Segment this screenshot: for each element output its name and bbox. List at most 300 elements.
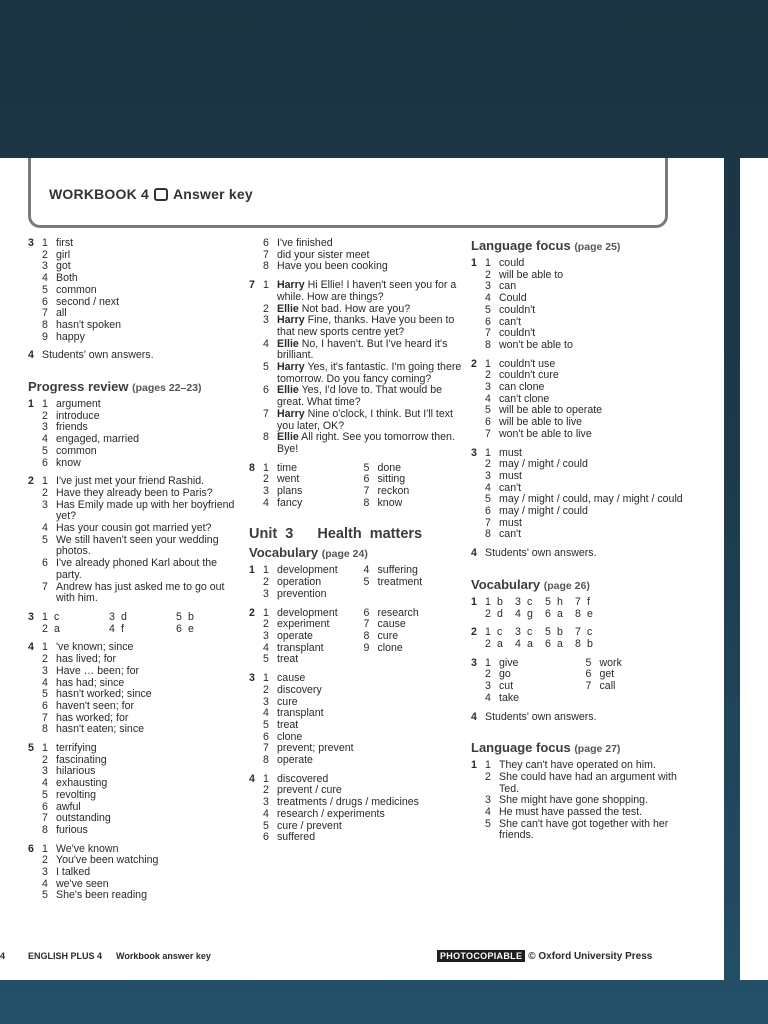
item-number: 1 (263, 564, 269, 577)
item-text: f (587, 595, 590, 608)
answer-grid (485, 658, 686, 705)
item-text (600, 693, 687, 705)
lf-exercise-2 (471, 359, 686, 441)
section-title-vocabulary-24 (249, 545, 464, 562)
item-number: 1 (485, 626, 491, 639)
item-text: must (499, 469, 522, 482)
speaker-name: Ellie (277, 431, 299, 444)
item-text: girl (56, 248, 71, 261)
item-text: We've known (56, 842, 119, 855)
exercise-number (249, 238, 263, 273)
item-text: c (54, 610, 60, 623)
dialogue-line (263, 432, 464, 455)
item-number: 3 (263, 314, 269, 327)
item-text: a (557, 637, 563, 650)
item-text: happy (56, 330, 85, 343)
item-number: 5 (42, 533, 48, 546)
item-number: 7 (485, 327, 491, 340)
item-text: hilarious (56, 765, 96, 778)
dialogue-body (277, 280, 464, 303)
item-text: will be able to operate (499, 404, 603, 417)
item-text: has lived; for (56, 653, 117, 666)
item-text: Both (56, 272, 78, 285)
item-text: Have … been; for (56, 664, 140, 677)
item-text: c (527, 595, 533, 608)
item-text: may / might / could (499, 505, 588, 518)
item-text: a (54, 622, 60, 635)
item-number: 2 (263, 302, 269, 315)
item-number: 8 (575, 637, 581, 650)
answer-item (42, 825, 243, 837)
item-number: 7 (485, 516, 491, 529)
item-number: 7 (575, 595, 581, 608)
item-number: 3 (263, 485, 269, 498)
item-text: cause (277, 672, 306, 685)
speaker-name: Ellie (277, 302, 299, 315)
item-number: 6 (485, 416, 491, 429)
item-number: 6 (263, 384, 269, 397)
item-number: 8 (363, 496, 370, 509)
column-3 (471, 238, 686, 849)
unit-label: Unit 3 (249, 526, 294, 543)
section-title-language-focus-27 (471, 740, 686, 757)
item-text: Have you been cooking (277, 260, 388, 273)
item-number: 3 (515, 626, 521, 639)
item-text: You've been watching (56, 854, 159, 867)
dialogue-line (263, 409, 464, 432)
item-number: 5 (263, 819, 269, 832)
item-text: transplant (277, 641, 324, 654)
item-text: exhausting (56, 777, 108, 790)
dialogue-text: All right. See you tomorrow then. Bye! (277, 431, 455, 455)
answer-grid (485, 627, 686, 650)
dialogue-body (277, 409, 464, 432)
item-number: 1 (42, 237, 48, 249)
answer-row (42, 612, 243, 624)
document-title: Workbook answer key (116, 951, 211, 961)
speaker-name: Harry (277, 361, 305, 374)
answer-list (42, 476, 243, 605)
answer-item (42, 724, 243, 736)
item-text: won't be able to live (499, 427, 592, 440)
item-text: hasn't eaten; since (56, 723, 145, 736)
item-text: can't (499, 528, 522, 541)
item-number: 3 (42, 498, 48, 511)
item-text: second / next (56, 295, 120, 308)
item-text: b (188, 610, 194, 623)
item-number: 1 (42, 641, 48, 654)
item-number: 7 (575, 626, 581, 639)
item-text: discovered (277, 772, 329, 785)
exercise-text: Students' own answers. (485, 710, 597, 723)
column-1 (28, 238, 243, 909)
item-text: clone (377, 641, 403, 654)
item-text: Have they already been to Paris? (56, 486, 213, 499)
item-number: 1 (263, 606, 269, 619)
item-number: 2 (263, 683, 269, 696)
item-text: experiment (277, 618, 330, 631)
answer-item (485, 807, 686, 819)
item-number: 6 (42, 456, 48, 469)
answer-item (42, 500, 243, 523)
item-number: 4 (485, 292, 491, 305)
item-text: common (56, 444, 97, 457)
item-number: 3 (263, 629, 269, 642)
item-text: went (277, 473, 300, 486)
item-text: get (599, 668, 615, 681)
item-number: 7 (263, 742, 269, 755)
item-text: cure (377, 629, 399, 642)
item-number: 4 (42, 433, 48, 446)
item-number: 4 (485, 481, 491, 494)
exercise-5 (28, 743, 243, 837)
item-text: couldn't (499, 303, 536, 316)
unit-title (249, 526, 464, 543)
item-text: all (56, 307, 67, 320)
exercise-8 (249, 463, 464, 510)
item-number: 8 (42, 723, 48, 736)
answer-row (485, 693, 686, 705)
item-number: 5 (485, 817, 491, 830)
item-number: 5 (176, 610, 182, 623)
item-text: must (499, 446, 522, 459)
answer-item (42, 890, 243, 902)
exercise-number: 4 (471, 547, 477, 560)
vocab26-exercise-2 (471, 627, 686, 650)
item-text: will be able to (499, 268, 564, 281)
item-text: common (56, 283, 97, 296)
title-suffix: Answer key (173, 186, 253, 202)
item-text: clone (277, 730, 303, 743)
exercise-number: 1 (249, 564, 255, 577)
item-text: development (277, 606, 338, 619)
speaker-name: Harry (277, 314, 305, 327)
exercise-number: 1 (28, 398, 34, 411)
item-text: prevention (277, 587, 327, 600)
answer-list (263, 774, 464, 844)
item-number: 4 (42, 777, 48, 790)
item-text: operate (277, 629, 313, 642)
item-text: fancy (277, 496, 303, 509)
section-title-text: Language focus (471, 238, 571, 253)
item-number: 2 (485, 458, 491, 471)
item-text: done (377, 461, 402, 474)
item-text: prevent; prevent (277, 742, 354, 755)
item-number: 4 (263, 641, 269, 654)
answer-item (263, 720, 464, 732)
item-number: 3 (485, 381, 491, 394)
answer-row (485, 639, 686, 651)
answer-item (42, 701, 243, 713)
item-text: d (121, 610, 127, 623)
exercise-1 (28, 399, 243, 469)
exercise-number: 3 (28, 237, 34, 249)
item-number: 8 (263, 431, 269, 444)
answer-list (485, 359, 686, 441)
answer-item (263, 832, 464, 844)
item-text: hasn't worked; since (56, 688, 152, 701)
item-text: work (599, 656, 622, 669)
item-number: 8 (263, 260, 269, 273)
section-pages: (page 27) (574, 743, 621, 756)
answer-item (42, 666, 243, 678)
item-text: fascinating (56, 753, 107, 766)
exercise-number: 8 (249, 461, 255, 474)
item-text: must (499, 516, 522, 529)
exercise-7-dialogue (249, 280, 464, 456)
item-number: 4 (42, 522, 48, 535)
item-number: 1 (42, 398, 48, 411)
item-number: 2 (42, 753, 48, 766)
item-number: 4 (485, 392, 491, 405)
item-number: 3 (263, 695, 269, 708)
dialogue-text: Yes, I'd love to. That would be great. What time? (277, 384, 442, 409)
section-title-text: Vocabulary (249, 545, 319, 561)
item-number: 6 (42, 699, 48, 712)
item-number: 9 (363, 641, 370, 654)
item-text: treatments / drugs / medicines (277, 796, 419, 809)
item-text: b (587, 637, 593, 650)
item-text: can't clone (499, 392, 550, 405)
exercise-number: 3 (249, 672, 255, 685)
item-text: terrifying (56, 742, 97, 755)
item-number: 5 (263, 653, 269, 666)
item-text: plans (277, 485, 303, 498)
item-number: 7 (263, 407, 269, 420)
answer-list (42, 238, 243, 343)
vocab26-exercise-3 (471, 658, 686, 705)
speaker-name: Ellie (277, 384, 299, 397)
section-title-progress-review (28, 379, 243, 396)
exercise-number: 1 (471, 595, 477, 608)
item-text: may / might / could, may / might / could (499, 493, 683, 506)
book-title: ENGLISH PLUS 4 (28, 951, 103, 961)
item-text: know (377, 496, 403, 509)
item-text: treatment (377, 576, 423, 589)
dialogue-text: No, I haven't. But I've heard it's brilliant. (277, 337, 448, 362)
answer-grid (42, 612, 243, 635)
item-number: 5 (42, 889, 48, 902)
answer-item (42, 535, 243, 558)
item-number: 6 (585, 668, 592, 681)
dialogue-body (277, 385, 464, 408)
dialogue-text: Hi Ellie! I haven't seen you for a while. How are things? (277, 279, 457, 303)
lf-exercise-3 (471, 448, 686, 542)
answer-list (42, 844, 243, 903)
exercise-number: 3 (28, 610, 34, 623)
item-text: won't be able to (499, 338, 573, 351)
item-text: know (56, 456, 81, 469)
answer-item (42, 446, 243, 458)
item-number: 1 (42, 742, 48, 755)
item-number: 7 (42, 307, 48, 320)
answer-item (485, 529, 686, 541)
item-text: can't (499, 315, 522, 328)
item-text: cause (377, 618, 406, 631)
item-text: call (599, 680, 616, 693)
item-text: b (557, 626, 563, 639)
item-number: 6 (42, 800, 48, 813)
item-number: 6 (363, 606, 370, 619)
exercise-number: 3 (471, 446, 477, 459)
item-text: introduce (56, 409, 100, 422)
item-number: 3 (109, 610, 115, 623)
item-number: 3 (485, 280, 491, 293)
dialogue-body (277, 315, 464, 338)
vocab-exercise-4 (249, 774, 464, 844)
item-text: c (527, 626, 533, 639)
page-footer (0, 951, 700, 961)
item-text: She can't have got together with her friends. (499, 817, 669, 842)
item-text: go (499, 668, 511, 681)
item-text: sitting (377, 473, 406, 486)
item-text (378, 589, 465, 601)
item-number: 1 (263, 672, 269, 685)
answer-list (42, 399, 243, 469)
answer-list (42, 642, 243, 736)
item-number: 1 (263, 461, 269, 474)
item-text: treat (277, 653, 299, 666)
answer-item (485, 382, 686, 394)
answer-row (485, 597, 686, 609)
item-text: we've seen (56, 877, 109, 890)
item-number: 4 (515, 637, 521, 650)
exercise-number: 5 (28, 742, 34, 755)
section-title-language-focus-25 (471, 238, 686, 255)
item-text: I've finished (277, 237, 333, 249)
answer-key-page (0, 158, 724, 980)
item-number: 2 (263, 473, 269, 486)
lf-exercise-4 (471, 548, 686, 560)
answer-row (263, 589, 464, 601)
item-text: development (277, 564, 338, 577)
item-text: Has your cousin got married yet? (56, 522, 212, 535)
item-text: I've already phoned Karl about the party. (56, 557, 218, 581)
next-page-edge (740, 158, 768, 980)
answer-item (263, 755, 464, 767)
item-text: operation (277, 576, 322, 589)
speaker-name: Ellie (277, 337, 299, 350)
item-text: reckon (377, 485, 410, 498)
exercise-text: Students' own answers. (42, 349, 154, 362)
item-number: 2 (42, 653, 48, 666)
item-number: 6 (545, 607, 551, 620)
item-text: d (497, 607, 503, 620)
item-number: 4 (485, 691, 491, 704)
answer-row (42, 624, 243, 636)
exercise-number: 7 (249, 279, 255, 292)
item-number: 6 (363, 473, 370, 486)
answer-item (42, 743, 243, 755)
item-text: suffering (377, 564, 418, 577)
dialogue-line (263, 315, 464, 338)
publisher: © Oxford University Press (528, 950, 653, 962)
item-text: awful (56, 800, 81, 813)
item-number: 8 (575, 607, 581, 620)
item-text: friends (56, 421, 88, 434)
item-number: 4 (363, 564, 370, 577)
item-number: 1 (485, 257, 491, 269)
item-number: 4 (42, 272, 48, 285)
exercise-number: 3 (471, 656, 477, 669)
answer-item (42, 332, 243, 344)
item-number: 3 (485, 469, 491, 482)
item-text: He must have passed the test. (499, 806, 643, 819)
answer-item (42, 867, 243, 879)
item-number: 8 (363, 629, 370, 642)
dialogue-body (277, 362, 464, 385)
item-number: 3 (263, 796, 269, 809)
item-number: 2 (485, 770, 491, 783)
item-number: 7 (363, 618, 370, 631)
item-number: 5 (363, 576, 370, 589)
item-number: 1 (42, 610, 48, 623)
item-text: transplant (277, 707, 324, 720)
item-number: 3 (42, 664, 48, 677)
item-number: 1 (485, 595, 491, 608)
item-number: 7 (485, 427, 491, 440)
item-number: 8 (263, 754, 269, 767)
answer-item (263, 261, 464, 273)
item-number: 2 (485, 607, 491, 620)
section-pages: (page 26) (543, 579, 590, 592)
item-number: 6 (485, 505, 491, 518)
item-number: 5 (545, 626, 551, 639)
answer-item (263, 809, 464, 821)
item-number (364, 654, 378, 666)
answer-row (263, 498, 464, 510)
item-number: 3 (42, 866, 48, 879)
item-text: She's been reading (56, 889, 147, 902)
lf27-exercise-1 (471, 760, 686, 842)
answer-item (42, 523, 243, 535)
exercise-number: 2 (28, 475, 34, 488)
item-number: 1 (42, 842, 48, 855)
item-number: 2 (42, 854, 48, 867)
item-text: Has Emily made up with her boyfriend yet? (56, 498, 235, 523)
item-text: haven't seen; for (56, 699, 134, 712)
section-title-text: Language focus (471, 740, 571, 756)
vocab-exercise-3 (249, 673, 464, 767)
exercise-3 (28, 238, 243, 343)
item-text: could (499, 257, 525, 269)
item-number: 7 (42, 711, 48, 724)
exercise-2 (28, 476, 243, 605)
item-number: 7 (42, 812, 48, 825)
item-number: 3 (42, 421, 48, 434)
item-text: b (497, 595, 503, 608)
item-text: operate (277, 754, 313, 767)
item-text: I've just met your friend Rashid. (56, 475, 205, 488)
answer-list (263, 238, 464, 273)
answer-item (42, 582, 243, 605)
answer-item (42, 558, 243, 581)
answer-item (485, 258, 686, 270)
item-number: 5 (42, 688, 48, 701)
item-text: 've known; since (56, 641, 134, 654)
vocab-exercise-1 (249, 565, 464, 600)
item-number: 5 (42, 788, 48, 801)
item-text: prevent / cure (277, 784, 342, 797)
item-number: 2 (42, 486, 48, 499)
answer-item (42, 458, 243, 470)
answer-list (485, 258, 686, 352)
speaker-name: Harry (277, 279, 305, 292)
dialogue-line (263, 339, 464, 362)
item-number: 2 (263, 576, 269, 589)
item-text: take (499, 691, 520, 704)
dialogue-line (263, 362, 464, 385)
